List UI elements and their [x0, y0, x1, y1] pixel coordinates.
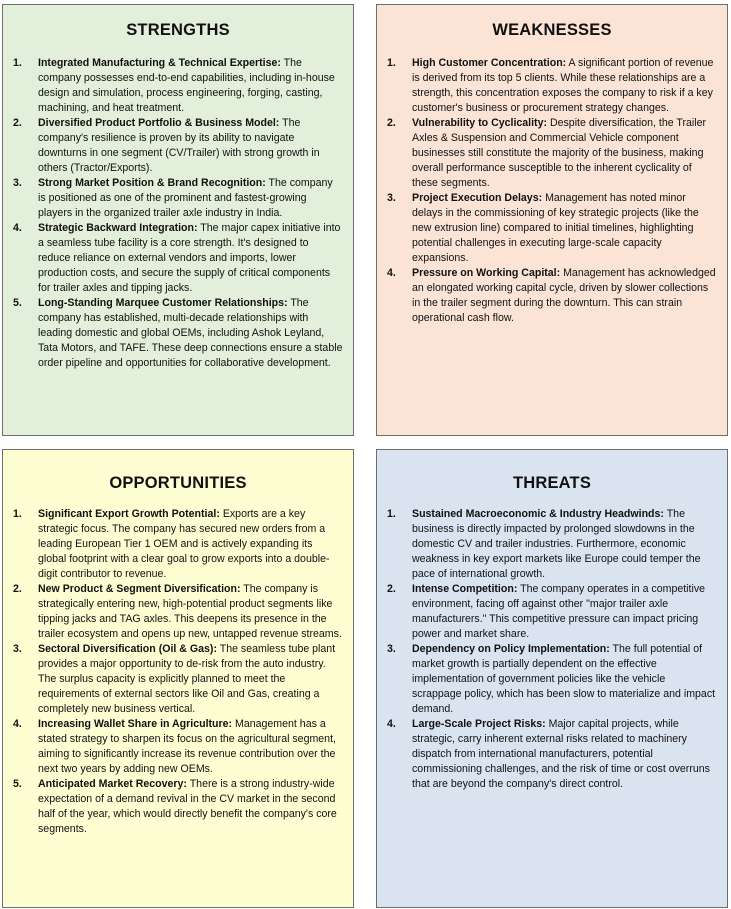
item-text: There is a strong industry-wide expectation of a demand revival in the CV market in the second half of the year, which would directly benefit the company's core segments.	[38, 778, 337, 835]
list-item	[386, 582, 717, 642]
list-item	[12, 582, 343, 642]
list-item	[12, 717, 343, 777]
item-number: 4.	[13, 222, 22, 234]
item-number: 4.	[387, 267, 396, 279]
list-item	[386, 116, 717, 191]
item-number: 4.	[387, 718, 396, 730]
opportunities-list	[12, 507, 343, 837]
strengths-title: STRENGTHS	[126, 21, 230, 39]
item-text: The business is directly impacted by prolonged slowdowns in the domestic CV and trailer industries. Furthermore, economic weakness in key export markets like Europe could temper the pace of international growth.	[412, 508, 701, 580]
item-number: 5.	[13, 778, 22, 790]
weaknesses-title: WEAKNESSES	[492, 21, 612, 39]
item-text: The company operates in a competitive environment, facing off against other "major trailer axle manufacturers." This competitive pressure can impact pricing power and market share.	[412, 583, 706, 640]
list-item	[12, 296, 343, 371]
item-number: 1.	[13, 508, 22, 520]
item-heading: Strategic Backward Integration:	[38, 222, 198, 234]
item-text: Major capital projects, while strategic, carry inherent external risks related to machinery dispatch from international manufacturers, potential commissioning challenges, and the risk of time or cost overruns that are beyond the company's direct control.	[412, 718, 710, 790]
list-item	[12, 116, 343, 176]
list-item	[12, 507, 343, 582]
strengths-list	[12, 56, 343, 371]
item-number: 2.	[13, 583, 22, 595]
list-item	[12, 221, 343, 296]
item-text: Exports are a key strategic focus. The company has secured new orders from a leading European Tier 1 OEM and is actively expanding its global footprint with a clear goal to grow exports into a double-digit contributor to revenue.	[38, 508, 330, 580]
item-heading: Increasing Wallet Share in Agriculture:	[38, 718, 233, 730]
list-item	[386, 266, 717, 326]
item-number: 2.	[387, 117, 396, 129]
item-text: The company is strategically entering new, high-potential product segments like tipping jacks and TAG axles. This deepens its presence in the trailer ecosystem and opens up new, untapped revenue streams.	[38, 583, 342, 640]
item-text: Management has a stated strategy to sharpen its focus on the agricultural segment, aiming to significantly increase its revenue contribution over the next two years by adding new OEMs.	[38, 718, 336, 775]
list-item	[386, 56, 717, 116]
item-heading: High Customer Concentration:	[412, 57, 567, 69]
item-number: 3.	[387, 192, 396, 204]
item-text: The company has established, multi-decade relationships with leading domestic and global OEMs, including Ashok Leyland, Tata Motors, and TAFE. These deep connections ensure a stable order pipeline and opportunities for collaborative development.	[38, 297, 343, 369]
item-heading: Pressure on Working Capital:	[412, 267, 561, 279]
list-item	[386, 507, 717, 582]
item-number: 4.	[13, 718, 22, 730]
item-text: The seamless tube plant provides a major opportunity to de-risk from the auto industry. The surplus capacity is explicitly planned to meet the requirements of external sectors like Oil and Gas, creating a completely new business vertical.	[38, 643, 336, 715]
item-number: 5.	[13, 297, 22, 309]
threats-list	[386, 507, 717, 792]
item-number: 3.	[13, 177, 22, 189]
item-number: 1.	[387, 57, 396, 69]
opportunities-title: OPPORTUNITIES	[109, 474, 247, 492]
item-text: The full potential of market growth is partially dependent on the effective implementation of government policies like the vehicle scrappage policy, which has been slow to materialize and impact demand.	[412, 643, 716, 715]
item-heading: Integrated Manufacturing & Technical Expertise:	[38, 57, 281, 69]
list-item	[386, 191, 717, 266]
item-text: A significant portion of revenue is derived from its top 5 clients. While these relationships are a strength, this concentration exposes the company to risk if a key customer's business or procurement strategy changes.	[412, 57, 714, 114]
opportunities-panel	[2, 449, 354, 908]
item-heading: Strong Market Position & Brand Recognition:	[38, 177, 266, 189]
item-heading: Long-Standing Marquee Customer Relationships:	[38, 297, 288, 309]
item-heading: Vulnerability to Cyclicality:	[412, 117, 548, 129]
item-text: Management has noted minor delays in the commissioning of key strategic projects (like the new extrusion line) compared to initial timelines, highlighting potential challenges in executing large-scale capacity expansions.	[412, 192, 699, 264]
item-text: The company is positioned as one of the prominent and fastest-growing players in the organized trailer axle industry in India.	[38, 177, 333, 219]
item-number: 2.	[13, 117, 22, 129]
item-text: Management has acknowledged an elongated working capital cycle, driven by slower collections in the trailer segment during the downturn. This can strain operational cash flow.	[412, 267, 716, 324]
item-number: 1.	[387, 508, 396, 520]
item-text: The company possesses end-to-end capabilities, including in-house design and simulation, process engineering, forging, casting, machining, and heat treatment.	[38, 57, 335, 114]
item-heading: Sectoral Diversification (Oil & Gas):	[38, 643, 217, 655]
weaknesses-panel	[376, 4, 728, 436]
item-text: Despite diversification, the Trailer Axles & Suspension and Commercial Vehicle component businesses still constitute the majority of the business, making overall performance susceptible to the inherent cyclicality of these segments.	[412, 117, 706, 189]
item-heading: Sustained Macroeconomic & Industry Headwinds:	[412, 508, 664, 520]
strengths-panel	[2, 4, 354, 436]
list-item	[12, 777, 343, 837]
item-heading: Anticipated Market Recovery:	[38, 778, 187, 790]
threats-panel	[376, 449, 728, 908]
item-text: The major capex initiative into a seamless tube facility is a core strength. It's designed to reduce reliance on external vendors and imports, lower production costs, and secure the supply of critical components for trailer axles and tipping jacks.	[38, 222, 341, 294]
item-heading: Dependency on Policy Implementation:	[412, 643, 610, 655]
item-heading: Intense Competition:	[412, 583, 518, 595]
item-heading: Diversified Product Portfolio & Business Model:	[38, 117, 280, 129]
list-item	[386, 717, 717, 792]
item-number: 2.	[387, 583, 396, 595]
item-heading: Project Execution Delays:	[412, 192, 543, 204]
threats-title: THREATS	[512, 474, 592, 492]
item-number: 1.	[13, 57, 22, 69]
item-heading: New Product & Segment Diversification:	[38, 583, 241, 595]
item-number: 3.	[13, 643, 22, 655]
list-item	[386, 642, 717, 717]
item-text: The company's resilience is proven by its ability to navigate downturns in one segment (CV/Trailer) with strong growth in others (Tractor/Exports).	[38, 117, 320, 174]
list-item	[12, 176, 343, 221]
list-item	[12, 642, 343, 717]
item-number: 3.	[387, 643, 396, 655]
item-heading: Large-Scale Project Risks:	[412, 718, 546, 730]
item-heading: Significant Export Growth Potential:	[38, 508, 220, 520]
weaknesses-list	[386, 56, 717, 326]
list-item	[12, 56, 343, 116]
